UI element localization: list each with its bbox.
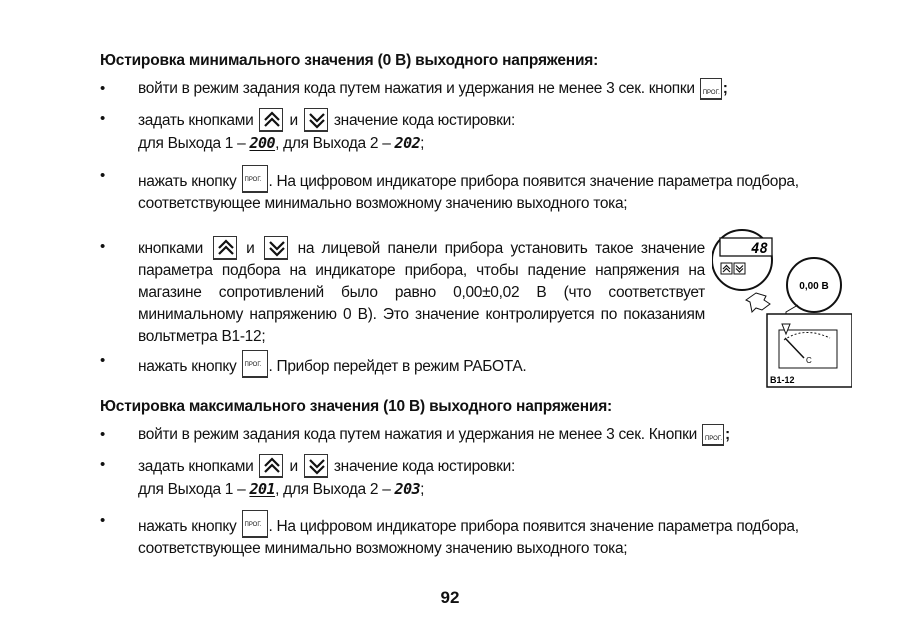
code-value: 200 xyxy=(249,134,276,152)
list-item: • нажать кнопку ПРОГ. . На цифровом индикаторе прибора появится значение параметра подбора, соответствующее минимально возможному значению выходного тока; xyxy=(100,512,799,557)
list-item: • нажать кнопку ПРОГ. . Прибор перейдет в режим РАБОТА. xyxy=(100,350,845,378)
voltmeter-figure xyxy=(712,228,852,393)
down-button-icon xyxy=(264,236,288,260)
bullet: • xyxy=(100,238,105,255)
bullet: • xyxy=(100,426,105,443)
bullet: • xyxy=(100,512,105,529)
prog-button-icon: ПРОГ. xyxy=(242,510,268,538)
prog-button-icon: ПРОГ. xyxy=(700,78,722,100)
bullet: • xyxy=(100,110,105,127)
code-value: 203 xyxy=(394,480,421,498)
bullet: • xyxy=(100,352,105,369)
voltmeter-label: В1-12 xyxy=(770,375,795,385)
prog-button-icon: ПРОГ. xyxy=(702,424,724,446)
needle-label: С xyxy=(806,356,812,365)
list-item: • нажать кнопку ПРОГ. . На цифровом индикаторе прибора появится значение параметра подбора, соответствующее минимально возможному значению выходного тока; xyxy=(100,167,799,212)
prog-button-icon: ПРОГ. xyxy=(242,165,268,193)
list-item: • задать кнопками и значение кода юстировки: для Выхода 1 – 201, для Выхода 2 – 203; xyxy=(100,456,516,498)
display-value: 48 xyxy=(751,241,768,257)
page-number: 92 xyxy=(440,588,460,607)
down-button-icon xyxy=(304,108,328,132)
up-button-icon xyxy=(213,236,237,260)
calibration-diagram xyxy=(712,228,852,393)
section-heading-min: Юстировка минимального значения (0 В) выходного напряжения: xyxy=(100,52,599,69)
prog-button-icon: ПРОГ. xyxy=(242,350,268,378)
list-item: • задать кнопками и значение кода юстировки: для Выхода 1 – 200, для Выхода 2 – 202; xyxy=(100,110,516,152)
voltmeter-reading: 0,00 В xyxy=(799,281,829,292)
up-button-icon xyxy=(259,454,283,478)
up-button-icon xyxy=(259,108,283,132)
list-item: • войти в режим задания кода путем нажатия и удержания не менее 3 сек. Кнопки ПРОГ. ; xyxy=(100,424,845,446)
down-button-icon xyxy=(304,454,328,478)
bullet: • xyxy=(100,80,105,97)
bullet: • xyxy=(100,167,105,184)
code-value: 202 xyxy=(394,134,421,152)
bullet: • xyxy=(100,456,105,473)
code-value: 201 xyxy=(249,480,276,498)
section-heading-max: Юстировка максимального значения (10 В) выходного напряжения: xyxy=(100,398,613,415)
list-item: • войти в режим задания кода путем нажатия и удержания не менее 3 сек. кнопки ПРОГ. ; xyxy=(100,78,845,100)
arrow-icon xyxy=(746,293,770,312)
list-item: • кнопками и на лицевой панели прибора установить такое значение параметра подбора на индикаторе прибора, чтобы падение напряжения на магазине сопротивлений было равно 0,00±0,02 В (что соответствует минимальному напряжению 0 В). Это значение контролируется по показаниям вольтметра В1-12; xyxy=(100,238,705,345)
